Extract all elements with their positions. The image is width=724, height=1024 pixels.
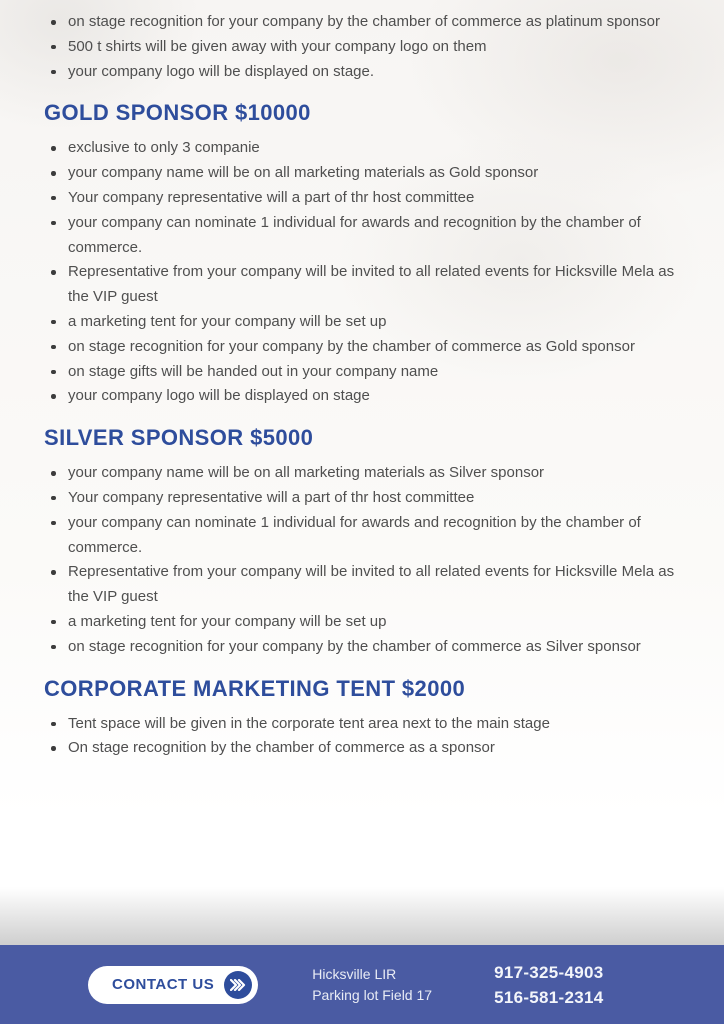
benefit-item: on stage recognition for your company by the chamber of commerce as Silver sponsor: [44, 635, 680, 660]
benefit-item: your company logo will be displayed on stage.: [44, 60, 680, 85]
benefit-list: [44, 136, 680, 409]
phone-numbers: [494, 960, 603, 1010]
bottom-fade: [0, 887, 724, 945]
benefit-item: a marketing tent for your company will be set up: [44, 310, 680, 335]
benefit-item: your company name will be on all marketing materials as Silver sponsor: [44, 461, 680, 486]
sponsor-section: [44, 100, 680, 409]
fast-forward-chevrons-icon: [224, 971, 252, 999]
benefit-item: your company can nominate 1 individual for awards and recognition by the chamber of commerce.: [44, 511, 680, 561]
benefit-item: Representative from your company will be invited to all related events for Hicksville Mela as the VIP guest: [44, 560, 680, 610]
venue-address-line1: Hicksville LIR: [312, 965, 397, 982]
benefit-item: on stage recognition for your company by the chamber of commerce as platinum sponsor: [44, 10, 680, 35]
benefit-item: Representative from your company will be invited to all related events for Hicksville Mela as the VIP guest: [44, 260, 680, 310]
benefit-item: Your company representative will a part of thr host committee: [44, 486, 680, 511]
benefit-list: [44, 461, 680, 659]
phone-number-1: 917-325-4903: [494, 962, 604, 982]
benefit-item: Tent space will be given in the corporate tent area next to the main stage: [44, 712, 680, 737]
sponsor-section: [44, 676, 680, 762]
venue-address-line2: Parking lot Field 17: [312, 986, 433, 1003]
benefit-item: a marketing tent for your company will be set up: [44, 610, 680, 635]
sponsor-section: [44, 425, 680, 659]
section-heading: SILVER SPONSOR $5000: [44, 425, 314, 451]
benefit-item: on stage gifts will be handed out in your company name: [44, 360, 680, 385]
benefit-item: On stage recognition by the chamber of commerce as a sponsor: [44, 736, 680, 761]
benefit-item: exclusive to only 3 companie: [44, 136, 680, 161]
benefit-item: Your company representative will a part of thr host committee: [44, 186, 680, 211]
venue-address: [312, 964, 432, 1006]
section-heading: GOLD SPONSOR $10000: [44, 100, 311, 126]
benefit-item: 500 t shirts will be given away with your company logo on them: [44, 35, 680, 60]
benefit-list: [44, 10, 680, 84]
contact-us-label: CONTACT US: [112, 976, 215, 993]
benefit-item: your company logo will be displayed on stage: [44, 384, 680, 409]
benefit-item: your company name will be on all marketing materials as Gold sponsor: [44, 161, 680, 186]
benefit-item: on stage recognition for your company by the chamber of commerce as Gold sponsor: [44, 335, 680, 360]
benefit-item: your company can nominate 1 individual for awards and recognition by the chamber of commerce.: [44, 211, 680, 261]
benefit-list: [44, 712, 680, 762]
contact-us-button[interactable]: [88, 966, 258, 1004]
footer-bar: [0, 945, 724, 1024]
sponsor-section: [44, 10, 680, 84]
section-heading: CORPORATE MARKETING TENT $2000: [44, 675, 466, 701]
phone-number-2: 516-581-2314: [494, 987, 604, 1007]
